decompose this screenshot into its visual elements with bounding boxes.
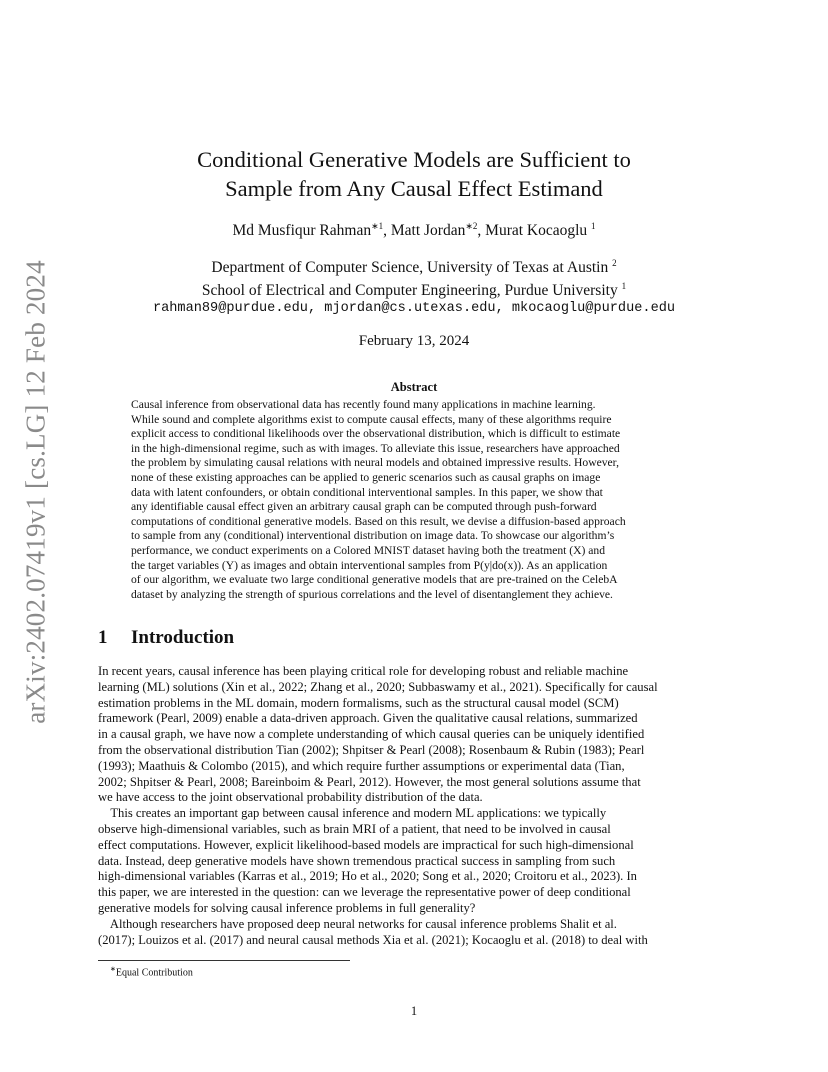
intro-line: from the observational distribution Tian (2002); Shpitser & Pearl (2008); Rosenbaum & Rubin (1983); Pearl bbox=[98, 742, 645, 757]
intro-line: generative models for solving causal inference problems in full generality? bbox=[98, 900, 476, 915]
title-line-2: Sample from Any Causal Effect Estimand bbox=[225, 176, 603, 201]
arxiv-identifier: arXiv:2402.07419v1 [cs.LG] 12 Feb 2024 bbox=[20, 260, 51, 724]
author-list: Md Musfiqur Rahman$^{∗1}$, Matt Jordan$^{∗2}$, Murat Kocaoglu $^1$ bbox=[232, 221, 596, 240]
abstract-line: data with latent confounders, or obtain conditional interventional samples. In this paper, we show that bbox=[131, 485, 603, 499]
intro-line: effect computations. However, explicit likelihood-based models are impractical for such high-dimensional bbox=[98, 837, 634, 852]
intro-line: (2017); Louizos et al. (2017) and neural causal methods Xia et al. (2021); Kocaoglu et al. (2018) to deal with bbox=[98, 932, 648, 947]
affiliation-1: Department of Computer Science, University of Texas at Austin bbox=[211, 259, 609, 277]
abstract-line: of our algorithm, we evaluate two large conditional generative models that are pre-trained on the CelebA bbox=[131, 573, 618, 587]
author-3-mark: 1 bbox=[591, 221, 596, 231]
affiliations bbox=[0, 254, 828, 318]
author-2: Matt Jordan bbox=[390, 222, 466, 240]
section-heading bbox=[98, 627, 234, 649]
intro-line: in a causal graph, we have now a complete understanding of which causal queries can be uniquely identified bbox=[98, 727, 645, 742]
abstract-line: computations of conditional generative models. Based on this result, we devise a diffusion-based approach bbox=[131, 514, 626, 528]
abstract-line: performance, we conduct experiments on a Colored MNIST dataset having both the treatment (X) and bbox=[131, 543, 606, 557]
intro-line: In recent years, causal inference has been playing critical role for developing robust and reliable machine bbox=[98, 664, 629, 678]
footnote bbox=[110, 965, 193, 978]
abstract-line: the target variables (Y) as images and obtain interventional samples from P(y|do(x)). As an application bbox=[131, 558, 608, 572]
page-number: 1 bbox=[410, 1004, 418, 1018]
intro-line: data. Instead, deep generative models have shown tremendous practical success in sampling from such bbox=[98, 853, 616, 868]
author-1-mark: ∗1 bbox=[371, 221, 384, 231]
abstract-line: explicit access to conditional likelihoods over the observational distribution, which is difficult to estimate bbox=[131, 427, 621, 441]
abstract-line: dataset by analyzing the strength of spurious correlations and the level of disentanglement they achieve. bbox=[131, 587, 613, 601]
intro-line: This creates an important gap between causal inference and modern ML applications: we typically bbox=[98, 806, 607, 821]
footnote-mark: ∗ bbox=[110, 965, 116, 973]
abstract-heading: Abstract bbox=[390, 380, 438, 394]
abstract-line: in the high-dimensional regime, such as with images. To alleviate this issue, researchers have approached bbox=[131, 441, 620, 455]
footnote-text: Equal Contribution bbox=[115, 967, 193, 979]
intro-line: we have access to the joint observational probability distribution of the data. bbox=[98, 790, 483, 805]
abstract-line: to sample from any (conditional) interventional distribution on image data. To showcase our algorithm’s bbox=[131, 529, 615, 543]
intro-line: observe high-dimensional variables, such as brain MRI of a patient, that need to be involved in causal bbox=[98, 821, 611, 836]
affiliation-2-mark: 1 bbox=[621, 281, 627, 292]
intro-line: learning (ML) solutions (Xin et al., 2022; Zhang et al., 2020; Subbaswamy et al., 2021). Specifically for causal bbox=[98, 679, 658, 694]
author-2-mark: ∗2 bbox=[465, 221, 478, 231]
intro-line: 2002; Shpitser & Pearl, 2008; Bareinboim & Pearl, 2012). However, the most general solutions assume that bbox=[98, 774, 641, 789]
introduction-body bbox=[98, 664, 731, 948]
intro-line: (1993); Maathuis & Colombo (2015), and which require further assumptions or experimental data (Tian, bbox=[98, 758, 625, 773]
author-emails: rahman89@purdue.edu, mjordan@cs.utexas.edu, mkocaoglu@purdue.edu bbox=[152, 301, 676, 317]
intro-line: Although researchers have proposed deep neural networks for causal inference problems Shalit et al. bbox=[98, 916, 617, 931]
abstract-line: While sound and complete algorithms exist to compute causal effects, many of these algorithms require bbox=[131, 412, 612, 426]
intro-line: framework (Pearl, 2009) enable a data-driven approach. Given the qualitative causal relations, summarized bbox=[98, 711, 638, 726]
abstract-line: the problem by simulating causal relations with neural models and obtained impressive results. However, bbox=[131, 456, 619, 470]
intro-line: high-dimensional variables (Karras et al., 2019; Ho et al., 2020; Song et al., 2020; Croitoru et al., 2023). In bbox=[98, 869, 637, 884]
publication-date: February 13, 2024 bbox=[358, 333, 470, 349]
intro-line: this paper, we are interested in the question: can we leverage the representative power of deep conditional bbox=[98, 885, 631, 900]
author-3: Murat Kocaoglu bbox=[485, 222, 588, 240]
abstract-line: none of these existing approaches can be applied to generic scenarios such as causal graphs on image bbox=[131, 470, 601, 484]
abstract-line: Causal inference from observational data has recently found many applications in machine learning. bbox=[131, 398, 596, 411]
footnote-rule bbox=[98, 960, 350, 961]
abstract-line: any identifiable causal effect given an arbitrary causal graph can be computed through push-forward bbox=[131, 500, 597, 514]
section-number: 1 bbox=[98, 627, 108, 648]
author-1: Md Musfiqur Rahman bbox=[232, 222, 372, 240]
paper-title bbox=[0, 145, 828, 203]
intro-line: estimation problems in the ML domain, modern formalisms, such as the structural causal model (SCM) bbox=[98, 695, 619, 710]
title-line-1: Conditional Generative Models are Sufficient to bbox=[197, 147, 631, 172]
affiliation-1-mark: 2 bbox=[612, 258, 617, 268]
affiliation-2: School of Electrical and Computer Engineering, Purdue University bbox=[201, 282, 618, 300]
abstract-body bbox=[131, 398, 699, 602]
section-title: Introduction bbox=[131, 627, 235, 648]
